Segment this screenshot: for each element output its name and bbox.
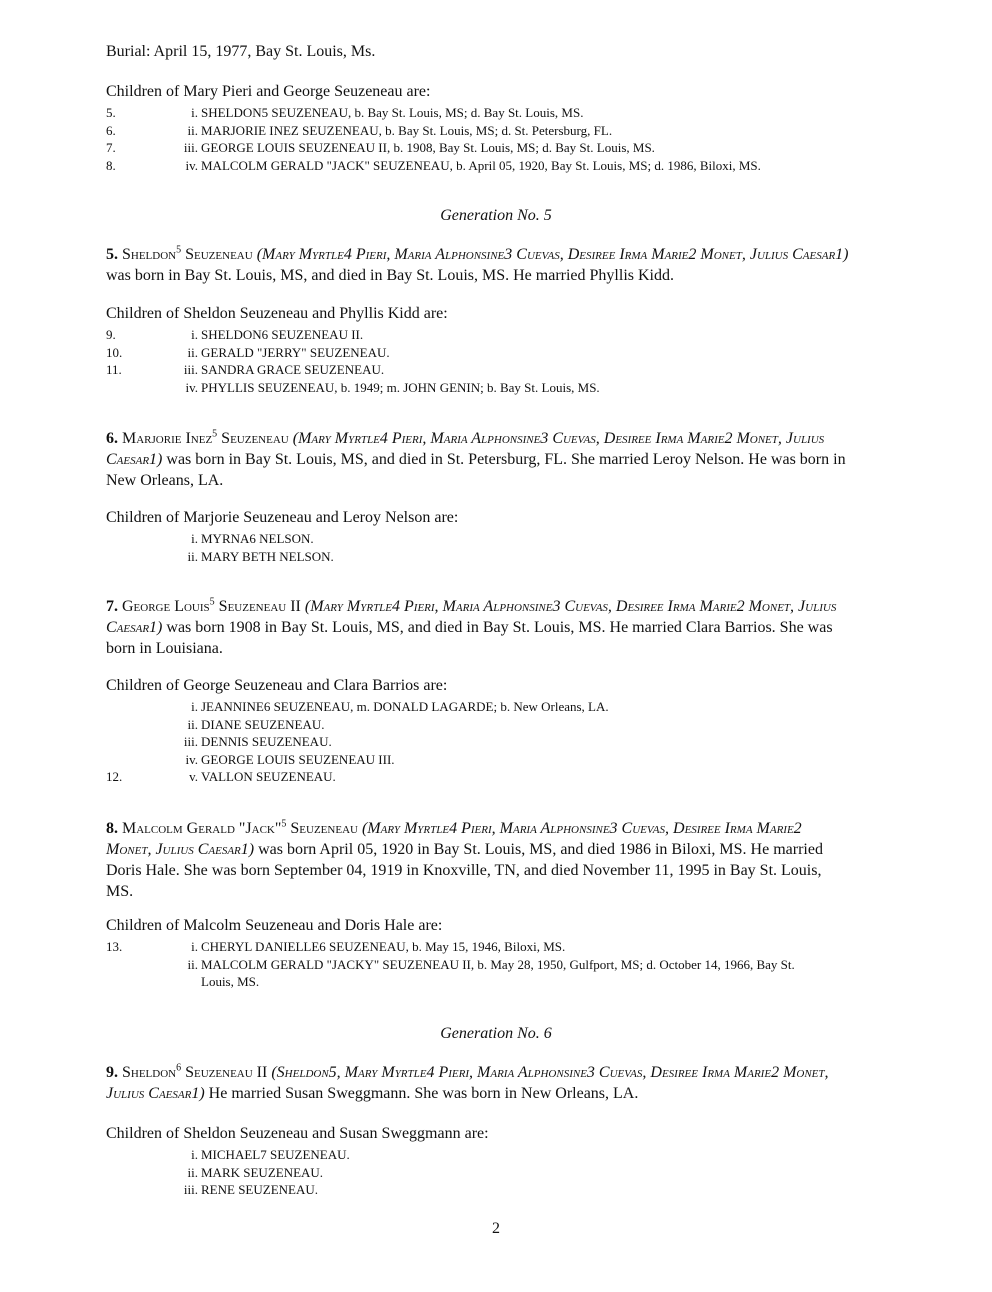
- child-text: CHERYL DANIELLE6 SEUZENEAU, b. May 15, 1946, Biloxi, MS.: [201, 939, 566, 954]
- child-roman-index: iv.: [185, 379, 198, 395]
- child-text: SANDRA GRACE SEUZENEAU.: [201, 362, 385, 377]
- ancestry: (Mary Myrtle4 Pieri, Maria Alphonsine3 Cuevas, Desiree Irma Marie2 Monet, Julius Caesar1): [106, 820, 802, 858]
- child-text: PHYLLIS SEUZENEAU, b. 1949; m. JOHN GENIN; b. Bay St. Louis, MS.: [201, 379, 600, 395]
- child-text: MARY BETH NELSON.: [201, 548, 334, 564]
- child-roman-index: i.: [191, 327, 198, 342]
- generation-6-heading: Generation No. 6: [440, 1025, 552, 1042]
- child-row: [106, 768, 866, 785]
- child-text: GEORGE LOUIS SEUZENEAU II, b. 1908, Bay St. Louis, MS; d. Bay St. Louis, MS.: [201, 140, 655, 155]
- ancestry: (Mary Myrtle4 Pieri, Maria Alphonsine3 Cuevas, Desiree Irma Marie2 Monet, Julius Caesar1): [106, 430, 825, 468]
- child-row: [106, 938, 866, 955]
- person-name: Marjorie Inez: [122, 430, 213, 447]
- child-number: 9.: [106, 327, 116, 342]
- person-number: 9.: [106, 1064, 118, 1081]
- child-roman-index: iv.: [185, 751, 198, 767]
- child-text: MARJORIE INEZ SEUZENEAU, b. Bay St. Louis, MS; d. St. Petersburg, FL.: [201, 122, 613, 138]
- ancestry: (Mary Myrtle4 Pieri, Maria Alphonsine3 Cuevas, Desiree Irma Marie2 Monet, Julius Caesar1): [106, 598, 837, 636]
- person-7-entry: [106, 596, 851, 659]
- child-text: MICHAEL7 SEUZENEAU.: [201, 1147, 350, 1162]
- person-name: George Louis: [122, 598, 210, 615]
- child-row: [106, 139, 866, 156]
- child-number: 12.: [106, 769, 123, 784]
- generation-5-heading: Generation No. 5: [440, 207, 552, 224]
- person-name: Malcolm Gerald "Jack": [122, 820, 282, 837]
- child-row: [106, 361, 866, 378]
- child-number: 6.: [106, 122, 116, 138]
- child-text: RENE SEUZENEAU.: [201, 1182, 318, 1197]
- person-details: He married Susan Sweggmann. She was born in New Orleans, LA.: [208, 1085, 639, 1102]
- child-row: [106, 548, 866, 565]
- person-number: 5.: [106, 246, 118, 263]
- generation-marker: 5: [212, 428, 218, 440]
- person-number: 7.: [106, 598, 118, 615]
- generation-marker: 5: [176, 244, 182, 256]
- child-roman-index: ii.: [187, 1164, 198, 1180]
- child-roman-index: i.: [191, 105, 198, 120]
- child-roman-index: i.: [191, 699, 198, 714]
- child-number: 7.: [106, 140, 116, 155]
- children-header-5: Children of Malcolm Seuzeneau and Doris Hale are:: [106, 917, 443, 934]
- child-roman-index: i.: [191, 939, 198, 954]
- page-number: 2: [492, 1220, 500, 1237]
- person-number: 8.: [106, 820, 118, 837]
- child-roman-index: ii.: [187, 956, 198, 972]
- child-text: GERALD "JERRY" SEUZENEAU.: [201, 344, 390, 360]
- person-number: 6.: [106, 430, 118, 447]
- ancestry: (Sheldon5, Mary Myrtle4 Pieri, Maria Alphonsine3 Cuevas, Desiree Irma Marie2 Monet, Julius Caesar1): [106, 1064, 829, 1102]
- child-row: [106, 1146, 866, 1163]
- child-roman-index: iii.: [183, 1182, 198, 1197]
- child-row: [106, 379, 866, 396]
- child-text: MARK SEUZENEAU.: [201, 1164, 324, 1180]
- child-roman-index: ii.: [187, 716, 198, 732]
- person-8-entry: [106, 818, 851, 902]
- child-number: 13.: [106, 939, 123, 954]
- child-row: [106, 104, 866, 121]
- person-surname: Seuzeneau: [221, 430, 289, 447]
- child-text: SHELDON6 SEUZENEAU II.: [201, 327, 364, 342]
- child-text: MALCOLM GERALD "JACKY" SEUZENEAU II, b. May 28, 1950, Gulfport, MS; d. October 14, 1966, Bay St.: [201, 956, 795, 972]
- person-surname: Seuzeneau: [290, 820, 358, 837]
- person-details: was born 1908 in Bay St. Louis, MS, and died in Bay St. Louis, MS. He married Clara Barrios. She was born in Louisiana.: [106, 619, 833, 657]
- child-text: DIANE SEUZENEAU.: [201, 716, 325, 732]
- child-number: 8.: [106, 157, 116, 173]
- person-5-entry: [106, 244, 851, 286]
- person-details: was born in Bay St. Louis, MS, and died in St. Petersburg, FL. She married Leroy Nelson. He was born in New Orleans, LA.: [106, 451, 846, 489]
- generation-marker: 6: [176, 1062, 182, 1074]
- person-details: was born in Bay St. Louis, MS, and died in Bay St. Louis, MS. He married Phyllis Kidd.: [106, 267, 674, 284]
- children-header-1: Children of Mary Pieri and George Seuzeneau are:: [106, 83, 431, 100]
- child-row: [106, 956, 866, 973]
- child-row: [106, 530, 866, 547]
- child-text: DENNIS SEUZENEAU.: [201, 734, 332, 749]
- child-roman-index: iv.: [185, 157, 198, 173]
- child-row: [106, 733, 866, 750]
- child-roman-index: v.: [189, 769, 198, 784]
- child-roman-index: ii.: [187, 548, 198, 564]
- child-roman-index: iii.: [183, 362, 198, 377]
- person-name: Sheldon: [122, 1064, 177, 1081]
- person-surname: Seuzeneau II: [218, 598, 301, 615]
- child-row: [106, 1181, 866, 1198]
- child-roman-index: iii.: [183, 734, 198, 749]
- child-row: [106, 973, 866, 990]
- child-number: 10.: [106, 344, 123, 360]
- child-text: GEORGE LOUIS SEUZENEAU III.: [201, 751, 395, 767]
- child-row: [106, 344, 866, 361]
- child-row: [106, 751, 866, 768]
- children-header-4: Children of George Seuzeneau and Clara Barrios are:: [106, 677, 448, 694]
- child-row: [106, 326, 866, 343]
- child-text: VALLON SEUZENEAU.: [201, 769, 336, 784]
- person-surname: Seuzeneau: [185, 246, 253, 263]
- children-header-3: Children of Marjorie Seuzeneau and Leroy Nelson are:: [106, 509, 459, 526]
- child-roman-index: ii.: [187, 344, 198, 360]
- person-details: was born April 05, 1920 in Bay St. Louis, MS, and died 1986 in Biloxi, MS. He married Doris Hale. She was born September 04, 1919 in Knoxville, TN, and died November 11, 1995 in Bay St. Louis, MS.: [106, 841, 823, 900]
- child-text: JEANNINE6 SEUZENEAU, m. DONALD LAGARDE; b. New Orleans, LA.: [201, 699, 609, 714]
- children-header-2: Children of Sheldon Seuzeneau and Phyllis Kidd are:: [106, 305, 448, 322]
- person-9-entry: [106, 1062, 851, 1104]
- burial-line: Burial: April 15, 1977, Bay St. Louis, Ms.: [106, 43, 376, 60]
- child-roman-index: i.: [191, 1147, 198, 1162]
- child-roman-index: iii.: [183, 140, 198, 155]
- child-row: [106, 157, 866, 174]
- children-header-6: Children of Sheldon Seuzeneau and Susan Sweggmann are:: [106, 1125, 489, 1142]
- child-row: [106, 1164, 866, 1181]
- generation-marker: 5: [209, 596, 215, 608]
- child-roman-index: i.: [191, 531, 198, 546]
- child-text: SHELDON5 SEUZENEAU, b. Bay St. Louis, MS; d. Bay St. Louis, MS.: [201, 105, 584, 120]
- person-name: Sheldon: [122, 246, 177, 263]
- child-row: [106, 716, 866, 733]
- child-text: Louis, MS.: [201, 974, 260, 989]
- child-roman-index: ii.: [187, 122, 198, 138]
- child-row: [106, 122, 866, 139]
- child-number: 5.: [106, 105, 116, 120]
- child-row: [106, 698, 866, 715]
- child-text: MYRNA6 NELSON.: [201, 531, 314, 546]
- generation-marker: 5: [281, 818, 287, 830]
- child-text: MALCOLM GERALD "JACK" SEUZENEAU, b. April 05, 1920, Bay St. Louis, MS; d. 1986, Biloxi, MS.: [201, 157, 761, 173]
- person-surname: Seuzeneau II: [185, 1064, 268, 1081]
- ancestry: (Mary Myrtle4 Pieri, Maria Alphonsine3 Cuevas, Desiree Irma Marie2 Monet, Julius Caesar1): [256, 246, 849, 263]
- child-number: 11.: [106, 362, 122, 377]
- person-6-entry: [106, 428, 851, 491]
